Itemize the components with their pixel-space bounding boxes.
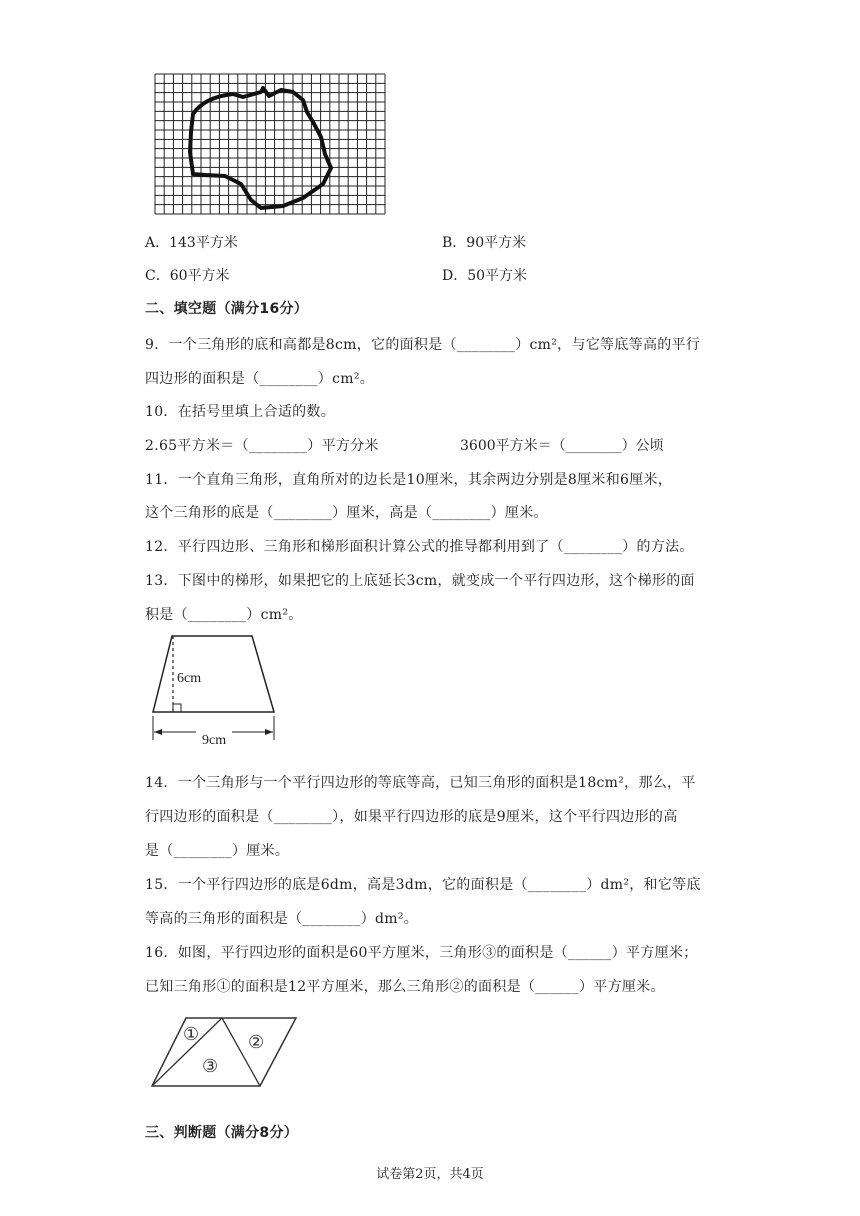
- q11-line2: 这个三角形的底是（________）厘米，高是（________）厘米。: [145, 505, 548, 521]
- trapezoid-base-label: 9cm: [202, 733, 227, 748]
- q14-line3: 是（________）厘米。: [145, 843, 290, 859]
- triangle-1-label: ①: [183, 1024, 200, 1045]
- option-a: A．143平方米: [145, 235, 238, 251]
- q15-line2: 等高的三角形的面积是（________）dm²。: [145, 911, 419, 927]
- q10-part-a: 2.65平方米＝（________）平方分米: [145, 438, 379, 454]
- q10-part-b: 3600平方米＝（________）公顷: [460, 438, 664, 454]
- grid-figure: [153, 72, 393, 217]
- q13-line1: 13．下图中的梯形，如果把它的上底延长3cm，就变成一个平行四边形，这个梯形的面: [145, 573, 695, 589]
- q11-line1: 11．一个直角三角形，直角所对的边长是10厘米，其余两边分别是8厘米和6厘米，: [145, 472, 673, 488]
- option-c: C．60平方米: [145, 268, 230, 284]
- q12-line1: 12．平行四边形、三角形和梯形面积计算公式的推导都利用到了（________）的方法。: [145, 539, 694, 555]
- triangle-3-label: ③: [202, 1056, 219, 1077]
- triangle-2-label: ②: [248, 1032, 265, 1053]
- section-2-title: 二、填空题（满分16分）: [145, 301, 309, 317]
- section-3-title: 三、判断题（满分8分）: [145, 1125, 299, 1141]
- q10-line1: 10．在括号里填上合适的数。: [145, 404, 336, 420]
- page-footer: 试卷第2页，共4页: [376, 1167, 484, 1182]
- parallelogram-figure: [150, 1016, 300, 1091]
- q9-line2: 四边形的面积是（________）cm²。: [145, 371, 375, 387]
- option-b: B．90平方米: [442, 235, 527, 251]
- trapezoid-height-label: 6cm: [177, 671, 202, 686]
- q9-line1: 9．一个三角形的底和高都是8cm，它的面积是（________）cm²，与它等底等高的平行: [145, 337, 701, 353]
- q14-line1: 14．一个三角形与一个平行四边形的等底等高，已知三角形的面积是18cm²，那么，平: [145, 775, 696, 791]
- q16-line1: 16．如图，平行四边形的面积是60平方厘米，三角形③的面积是（______）平方厘米；: [145, 945, 698, 961]
- q16-line2: 已知三角形①的面积是12平方厘米，那么三角形②的面积是（______）平方厘米。: [145, 979, 665, 995]
- q13-line2: 积是（________）cm²。: [145, 607, 303, 623]
- irregular-shape-outline: [190, 88, 331, 208]
- q14-line2: 行四边形的面积是（________），如果平行四边形的底是9厘米，这个平行四边形的高: [145, 809, 678, 825]
- q15-line1: 15．一个平行四边形的底是6dm，高是3dm，它的面积是（________）dm²，和它等底: [145, 877, 701, 893]
- trapezoid-figure: [148, 632, 283, 747]
- option-d: D．50平方米: [442, 268, 528, 284]
